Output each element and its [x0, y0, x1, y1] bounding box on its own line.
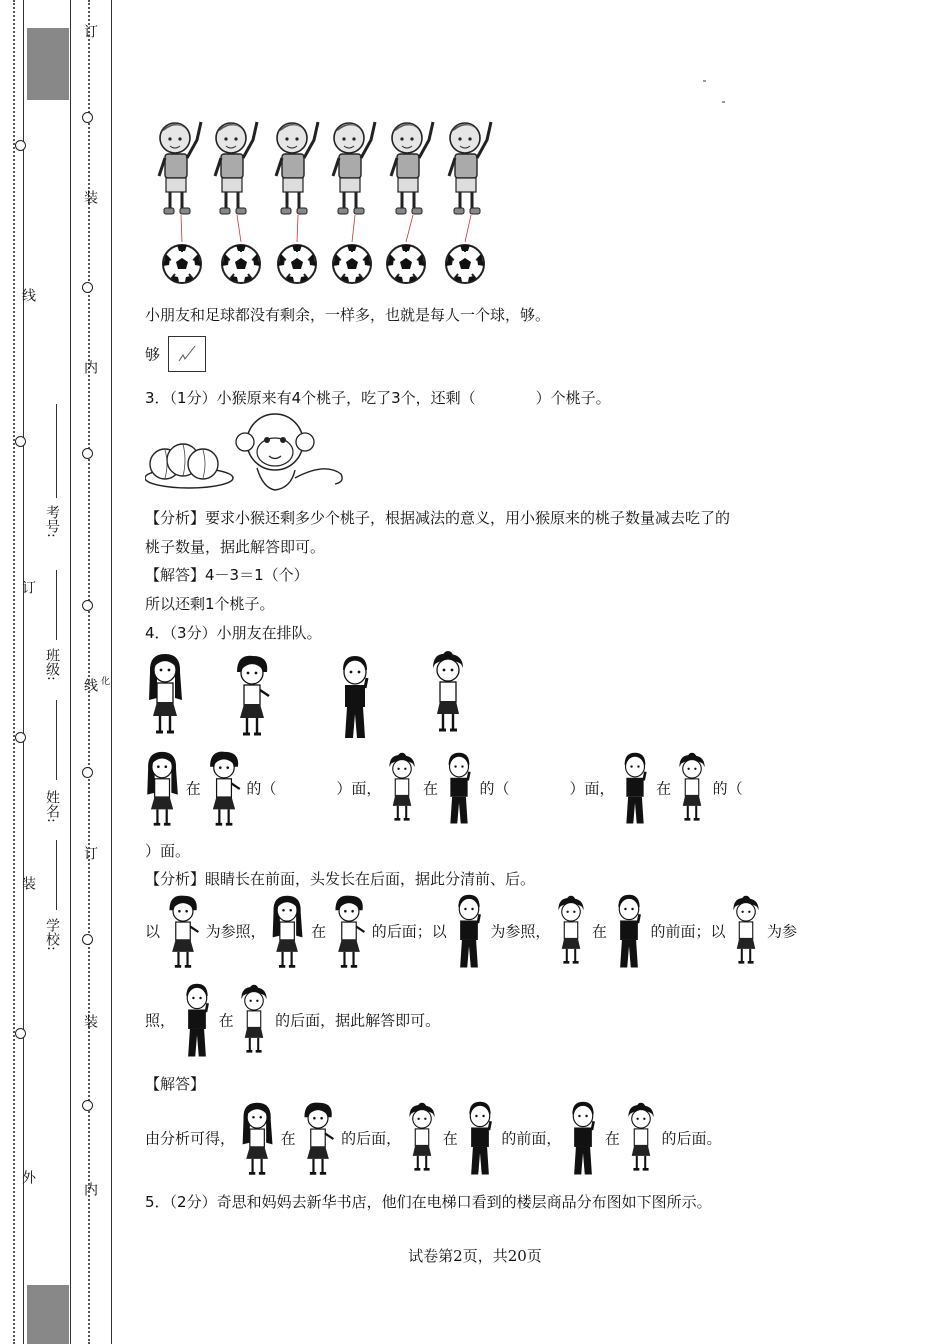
text-ref: 为参 [767, 922, 798, 941]
page-footer: 试卷第2页，共20页 [408, 1247, 542, 1265]
queue-figure [145, 650, 485, 740]
q4-fill-blank-1[interactable]: 的（ ）面， [246, 779, 382, 798]
boy-icon [180, 982, 214, 1060]
text-zai: 在 [442, 1129, 458, 1148]
field-label-exam-no: 考号: [44, 505, 60, 538]
kids-and-balls-figure [155, 118, 505, 290]
margin-label-nei: 内 [82, 1182, 98, 1196]
margin-label-ding: 订 [82, 846, 98, 860]
field-underline[interactable] [56, 700, 57, 780]
margin-grey-block [27, 28, 69, 100]
margin-label-wai: 外 [20, 1170, 36, 1184]
text-zai: 在 [311, 922, 327, 941]
text-ref: 为参照， [490, 922, 551, 941]
q4-analysis-head: 【分析】眼睛长在前面，头发长在后面，据此分清前、后。 [145, 870, 536, 888]
q4-fill-zai-3: 在 [656, 779, 672, 798]
text-ref: 为参照， [205, 922, 266, 941]
circle-mark [15, 140, 26, 151]
girl-icon [555, 895, 587, 969]
field-label-class: 班级: [44, 648, 60, 681]
margin-label-zhuang: 装 [82, 190, 98, 204]
text-zai: 在 [591, 922, 607, 941]
girl-icon [238, 984, 270, 1058]
q4-fill-zai-2: 在 [422, 779, 438, 798]
field-underline[interactable] [56, 840, 57, 910]
q5-question: 5．（2分）奇思和妈妈去新华书店，他们在电梯口看到的楼层商品分布图如下图所示。 [145, 1193, 712, 1211]
q2-conclusion: 小朋友和足球都没有剩余，一样多，也就是每人一个球，够。 [145, 306, 551, 324]
q4-fill-blank-3[interactable]: 的（ [712, 779, 743, 798]
margin-border [23, 0, 24, 1344]
field-label-name: 姓名: [44, 790, 60, 823]
girl-icon [165, 894, 201, 970]
binding-margin [0, 0, 118, 1344]
girl-icon [240, 1101, 276, 1177]
q3-analysis-line1: 【分析】要求小猴还剩多少个桃子，根据减法的意义，用小猴原来的桃子数量减去吃了的 [145, 509, 731, 527]
peach-monkey-figure [145, 412, 355, 497]
circle-mark [15, 1028, 26, 1039]
circle-mark [15, 732, 26, 743]
girl-icon [386, 752, 418, 826]
margin-label-zhuang: 装 [82, 1014, 98, 1028]
text-zai: 在 [280, 1129, 296, 1148]
stray-mark [703, 80, 706, 82]
margin-border [70, 0, 71, 1344]
margin-label-nei: 内 [82, 360, 98, 374]
circle-mark [15, 436, 26, 447]
q3-analysis-line2: 桃子数量，据此解答即可。 [145, 538, 326, 556]
girl-icon [730, 895, 762, 969]
q2-answer-label: 够 [145, 345, 161, 364]
circle-mark [82, 934, 93, 945]
text-behind: 的后面；以 [371, 922, 447, 941]
circle-mark [82, 282, 93, 293]
field-label-school: 学校: [44, 918, 60, 951]
text-behind: 的后面， [341, 1129, 402, 1148]
stray-mark [722, 101, 725, 103]
q4-analysis-line2 [145, 982, 440, 1062]
margin-label-xian: 线 [20, 288, 36, 302]
q4-fill-zai-1: 在 [185, 779, 201, 798]
boy-icon [452, 893, 486, 971]
field-underline[interactable] [56, 404, 57, 498]
field-underline[interactable] [56, 570, 57, 640]
q4-fill-end: ）面。 [145, 842, 191, 860]
circle-mark [82, 448, 93, 459]
boy-icon [612, 893, 646, 971]
text-front: 的前面；以 [650, 922, 726, 941]
q2-answer-box[interactable] [168, 336, 206, 372]
text-prefix: 由分析可得， [145, 1129, 236, 1148]
boy-icon [619, 751, 651, 827]
circle-mark [82, 1100, 93, 1111]
q3-result: 所以还剩1个桃子。 [145, 595, 275, 613]
boy-icon [566, 1100, 600, 1178]
text-yi: 以 [145, 922, 161, 941]
girl-icon [270, 894, 306, 970]
circle-mark [82, 767, 93, 778]
text-end: 的后面，据此解答即可。 [275, 1011, 441, 1030]
text-zai: 在 [604, 1129, 620, 1148]
text-zai: 在 [218, 1011, 234, 1030]
margin-label-zhuang: 装 [20, 876, 36, 890]
q4-solution-line [145, 1100, 721, 1180]
text-zhao: 照， [145, 1011, 176, 1030]
q4-analysis-line1 [145, 893, 797, 973]
boy-icon [463, 1100, 497, 1178]
margin-grey-block [27, 1285, 69, 1344]
margin-label-ding: 订 [82, 24, 98, 38]
girl-icon [331, 894, 367, 970]
girl-icon [145, 750, 181, 828]
margin-small-mark: 化 [99, 676, 109, 685]
margin-label-xian: 线 [82, 678, 98, 692]
q3-question: 3．（1分）小猴原来有4个桃子，吃了3个，还剩（ ）个桃子。 [145, 389, 611, 407]
boy-icon [443, 751, 475, 827]
girl-icon [206, 750, 242, 828]
q3-solution: 【解答】4－3＝1（个） [145, 566, 309, 584]
girl-icon [625, 1102, 657, 1176]
q2-answer [145, 336, 206, 372]
margin-label-ding: 订 [20, 580, 36, 594]
text-front: 的前面， [501, 1129, 562, 1148]
q4-fill-blank-2[interactable]: 的（ ）面， [479, 779, 615, 798]
q4-solution-head: 【解答】 [145, 1075, 206, 1093]
q4-fill-line [145, 750, 845, 828]
girl-icon [300, 1101, 336, 1177]
circle-mark [82, 112, 93, 123]
circle-mark [82, 600, 93, 611]
text-behind: 的后面。 [661, 1129, 722, 1148]
girl-icon [676, 752, 708, 826]
margin-border [111, 0, 112, 1344]
girl-icon [406, 1102, 438, 1176]
q4-question: 4．（3分）小朋友在排队。 [145, 624, 322, 642]
cut-line [13, 0, 15, 1344]
